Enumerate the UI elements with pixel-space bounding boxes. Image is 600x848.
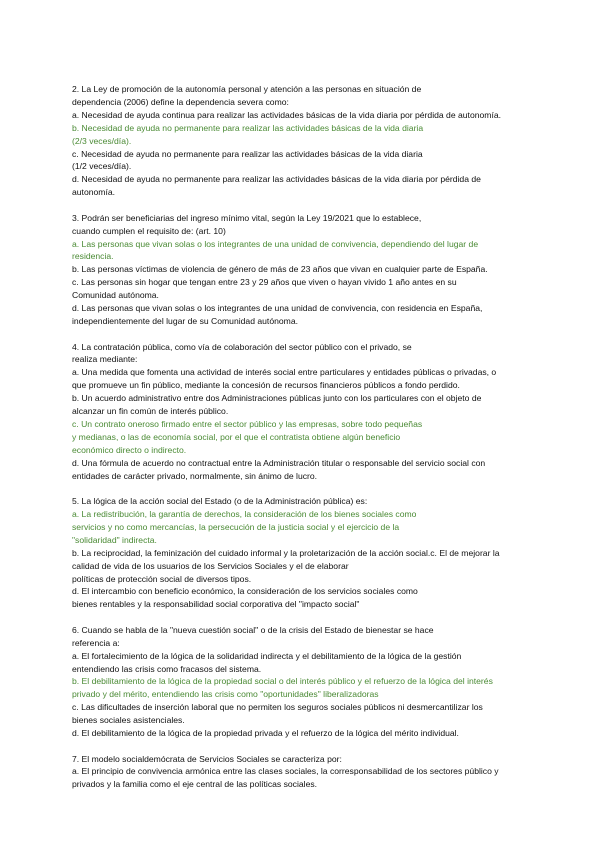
correct-answer-line: residencia. xyxy=(72,251,114,262)
text-line: d. Una fórmula de acuerdo no contractual entre la Administración titular o responsable del servicio social con xyxy=(72,457,486,468)
correct-answer-line: privado y del mérito, entendiendo las crisis como "oportunidades" liberalizadoras xyxy=(72,689,379,700)
correct-answer-line: y medianas, o las de economía social, por el que el contratista obtiene algún beneficio xyxy=(72,431,401,442)
text-line: independientemente del lugar de su Comunidad autónoma. xyxy=(72,316,298,326)
text-line: Comunidad autónoma. xyxy=(72,290,159,301)
text-line: políticas de protección social de diversos tipos. xyxy=(72,573,252,584)
text-line: 7. El modelo socialdemócrata de Servicios Sociales se caracteriza por: xyxy=(72,753,342,764)
text-line: d. Las personas que vivan solas o los integrantes de una unidad de convivencia, con residencia en España, xyxy=(72,303,483,314)
text-line: b. Las personas víctimas de violencia de género de más de 23 años que vivan en cualquier parte de España. xyxy=(72,264,488,275)
correct-answer-line: a. La redistribución, la garantía de derechos, la consideración de los bienes sociales como xyxy=(72,508,417,519)
text-line: 3. Podrán ser beneficiarias del ingreso mínimo vital, según la Ley 19/2021 que lo establece, xyxy=(72,212,422,223)
correct-answer-line: económico directo o indirecto. xyxy=(72,444,187,455)
text-line: cuando cumplen el requisito de: (art. 10) xyxy=(72,225,226,236)
text-line: c. Las personas sin hogar que tengan entre 23 y 29 años que viven o hayan vivido 1 año antes en su xyxy=(72,277,457,288)
text-line: c. Las dificultades de inserción laboral que no permiten los seguros sociales públicos ni desmercantilizar los xyxy=(72,702,483,713)
text-line: a. El principio de convivencia armónica entre las clases sociales, la corresponsabilidad de los sectores público y xyxy=(72,766,499,777)
text-line: 6. Cuando se habla de la "nueva cuestión social" o de la crisis del Estado de bienestar se hace xyxy=(72,624,434,635)
text-line: (1/2 veces/día). xyxy=(72,161,132,172)
question-block xyxy=(72,624,532,740)
text-line: b. La reciprocidad, la feminización del cuidado informal y la proletarización de la acción social.c. El de mejorar la xyxy=(72,547,500,558)
text-line: entendiendo las crisis como fracasos del sistema. xyxy=(72,663,262,674)
text-line: alcanzar un fin común de interés público. xyxy=(72,406,229,417)
text-line: privados y la familia como el eje central de las políticas sociales. xyxy=(72,779,318,790)
correct-answer-line: b. El debilitamiento de la lógica de la propiedad social o del interés público y el refuerzo de la lógica del interés xyxy=(72,676,493,687)
question-block xyxy=(72,83,532,199)
text-line: calidad de vida de los usuarios de los Servicios Sociales y el de elaborar xyxy=(72,560,349,571)
text-line: b. Un acuerdo administrativo entre dos Administraciones públicas junto con los particulares con el objeto de xyxy=(72,393,482,404)
text-line: referencia a: xyxy=(72,637,120,648)
correct-answer-line: (2/3 veces/día). xyxy=(72,135,132,146)
correct-answer-line: servicios y no como mercancías, la persecución de la justicia social y el ejercicio de la xyxy=(72,521,400,532)
text-line: a. Una medida que fomenta una actividad de interés social entre particulares y entidades públicas o privadas, o xyxy=(72,367,497,378)
question-block xyxy=(72,495,532,611)
text-line: d. Necesidad de ayuda no permanente para realizar las actividades básicas de la vida diaria por pérdida de xyxy=(72,174,481,185)
question-block xyxy=(72,753,532,792)
text-line: entidades de carácter privado, normalmente, sin ánimo de lucro. xyxy=(72,470,318,481)
text-line: d. El debilitamiento de la lógica de la propiedad privada y el refuerzo de la lógica del mérito individual. xyxy=(72,728,459,739)
text-line: 4. La contratación pública, como vía de colaboración del sector público con el privado, se xyxy=(72,341,412,352)
text-line: bienes rentables y la responsabilidad social corporativa del "impacto social" xyxy=(72,599,360,610)
question-block xyxy=(72,212,532,328)
text-line: dependencia (2006) define la dependencia severa como: xyxy=(72,96,289,107)
text-line: realiza mediante: xyxy=(72,354,138,365)
correct-answer-line: b. Necesidad de ayuda no permanente para realizar las actividades básicas de la vida diaria xyxy=(72,122,424,133)
text-line: bienes sociales asistenciales. xyxy=(72,715,185,726)
text-line: d. El intercambio con beneficio económico, la consideración de los servicios sociales como xyxy=(72,586,418,597)
text-line: c. Necesidad de ayuda no permanente para realizar las actividades básicas de la vida diaria xyxy=(72,148,423,159)
text-line: que promueve un fin público, mediante la concesión de recursos financieros públicos a fondo perdido. xyxy=(72,380,460,391)
question-list xyxy=(72,83,532,804)
question-block xyxy=(72,341,532,483)
correct-answer-line: "solidaridad" indirecta. xyxy=(72,534,157,545)
text-line: a. El fortalecimiento de la lógica de la solidaridad indirecta y el debilitamiento de la lógica de la gestión xyxy=(72,650,462,661)
text-line: a. Necesidad de ayuda continua para realizar las actividades básicas de la vida diaria por pérdida de autonomía. xyxy=(72,109,501,120)
text-line: 5. La lógica de la acción social del Estado (o de la Administración pública) es: xyxy=(72,496,368,507)
correct-answer-line: a. Las personas que vivan solas o los integrantes de una unidad de convivencia, dependiendo del lugar de xyxy=(72,238,479,249)
text-line: autonomía. xyxy=(72,187,115,198)
text-line: 2. La Ley de promoción de la autonomía personal y atención a las personas en situación de xyxy=(72,84,422,94)
correct-answer-line: c. Un contrato oneroso firmado entre el sector público y las empresas, sobre todo pequeñas xyxy=(72,418,423,429)
